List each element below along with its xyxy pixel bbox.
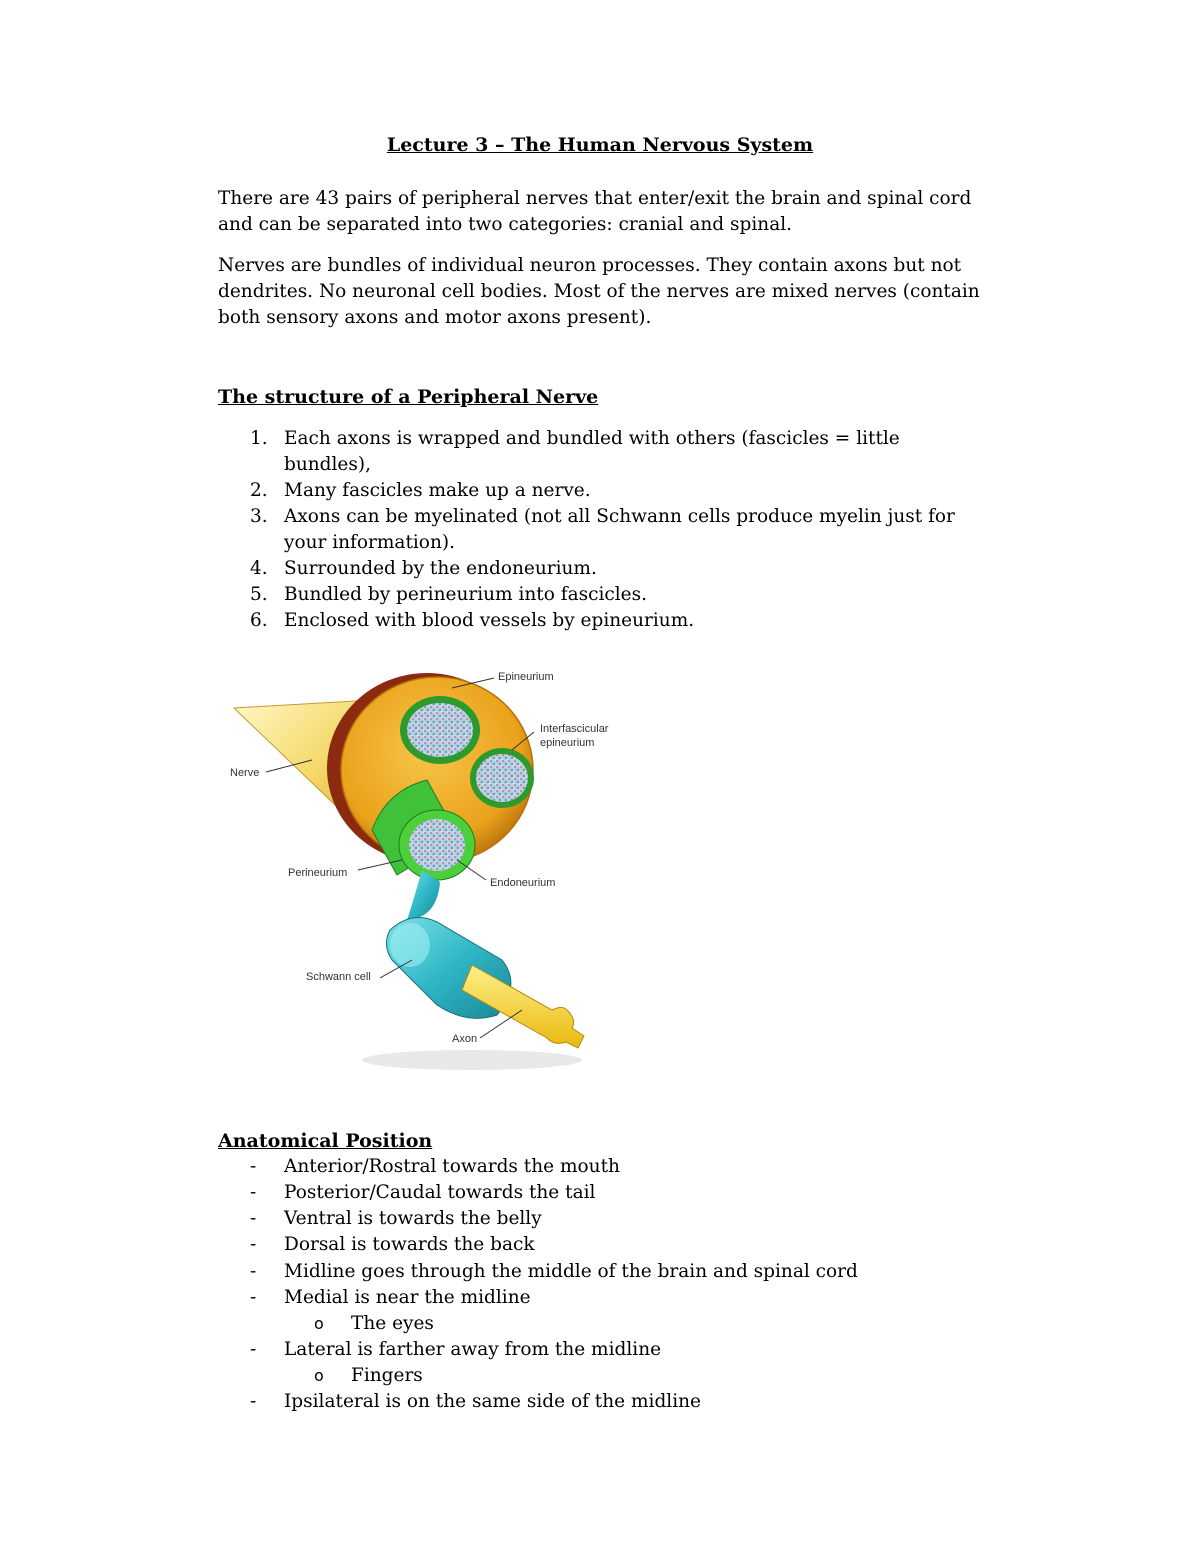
sub-list-item	[218, 1363, 978, 1389]
dash-list-item	[218, 1285, 978, 1311]
list-text: Axons can be myelinated (not all Schwann cells produce myelin just for your information).	[284, 506, 955, 553]
list-number: 2.	[250, 480, 268, 501]
dash-list-item	[218, 1337, 978, 1363]
list-text: Ventral is towards the belly	[284, 1208, 542, 1229]
list-text: Dorsal is towards the back	[284, 1234, 535, 1255]
label-nerve: Nerve	[230, 767, 260, 779]
list-number: 6.	[250, 610, 268, 631]
numbered-list-item	[218, 504, 978, 556]
page-title: Lecture 3 – The Human Nervous System	[386, 134, 814, 156]
list-text: Bundled by perineurium into fascicles.	[284, 584, 647, 605]
dash-marker: -	[250, 1339, 257, 1360]
numbered-list-item	[218, 556, 978, 582]
intro-paragraph-2: Nerves are bundles of individual neuron processes. They contain axons but not dendrites. No neuronal cell bodies. Most of the nerves are mixed nerves (contain both sensory axons and motor axons present).	[218, 255, 980, 328]
list-number: 5.	[250, 584, 268, 605]
numbered-list-item	[218, 478, 978, 504]
list-text: The eyes	[351, 1313, 434, 1334]
dash-list-item	[218, 1389, 978, 1415]
bullet-marker: o	[314, 1314, 324, 1333]
dash-list-item	[218, 1154, 978, 1180]
dash-marker: -	[250, 1391, 257, 1412]
peripheral-nerve-diagram	[222, 660, 642, 1080]
list-number: 4.	[250, 558, 268, 579]
numbered-list-item	[218, 426, 978, 478]
label-epineurium: Epineurium	[498, 671, 554, 683]
dash-list-item	[218, 1206, 978, 1232]
dash-marker: -	[250, 1208, 257, 1229]
list-text: Anterior/Rostral towards the mouth	[284, 1156, 620, 1177]
label-endoneurium: Endoneurium	[490, 877, 556, 889]
list-text: Many fascicles make up a nerve.	[284, 480, 591, 501]
anatomical-heading: Anatomical Position	[218, 1130, 433, 1152]
label-axon: Axon	[452, 1033, 478, 1045]
fascicle-shape	[476, 754, 528, 802]
dash-marker: -	[250, 1156, 257, 1177]
dash-marker: -	[250, 1287, 257, 1308]
bullet-marker: o	[314, 1366, 324, 1385]
dash-list-item	[218, 1232, 978, 1258]
list-text: Fingers	[351, 1365, 423, 1386]
fascicle-shape	[407, 703, 473, 757]
list-text: Midline goes through the middle of the brain and spinal cord	[284, 1261, 858, 1282]
dash-marker: -	[250, 1234, 257, 1255]
label-perineurium: Perineurium	[288, 867, 348, 879]
list-number: 3.	[250, 506, 268, 527]
label-interfascicular-1: Interfascicular	[540, 723, 609, 735]
list-text: Medial is near the midline	[284, 1287, 531, 1308]
label-schwann-cell: Schwann cell	[306, 971, 371, 983]
list-text: Posterior/Caudal towards the tail	[284, 1182, 596, 1203]
label-interfascicular-2: epineurium	[540, 737, 595, 749]
schwann-highlight-shape	[390, 923, 430, 967]
numbered-list-item	[218, 582, 978, 608]
dash-marker: -	[250, 1261, 257, 1282]
dash-marker: -	[250, 1182, 257, 1203]
list-text: Each axons is wrapped and bundled with others (fascicles = little bundles),	[284, 428, 900, 475]
shadow-shape	[362, 1050, 582, 1070]
numbered-list-item	[218, 608, 978, 634]
intro-paragraph-1: There are 43 pairs of peripheral nerves that enter/exit the brain and spinal cord and can be separated into two categories: cranial and spinal.	[218, 188, 972, 235]
sub-list-item	[218, 1311, 978, 1337]
dash-list-item	[218, 1259, 978, 1285]
list-text: Lateral is farther away from the midline	[284, 1339, 662, 1360]
list-text: Ipsilateral is on the same side of the midline	[284, 1391, 701, 1412]
dash-list-item	[218, 1180, 978, 1206]
endoneurium-shape	[409, 819, 465, 871]
list-text: Surrounded by the endoneurium.	[284, 558, 597, 579]
list-number: 1.	[250, 428, 268, 449]
structure-heading: The structure of a Peripheral Nerve	[218, 386, 599, 408]
list-text: Enclosed with blood vessels by epineurium.	[284, 610, 695, 631]
